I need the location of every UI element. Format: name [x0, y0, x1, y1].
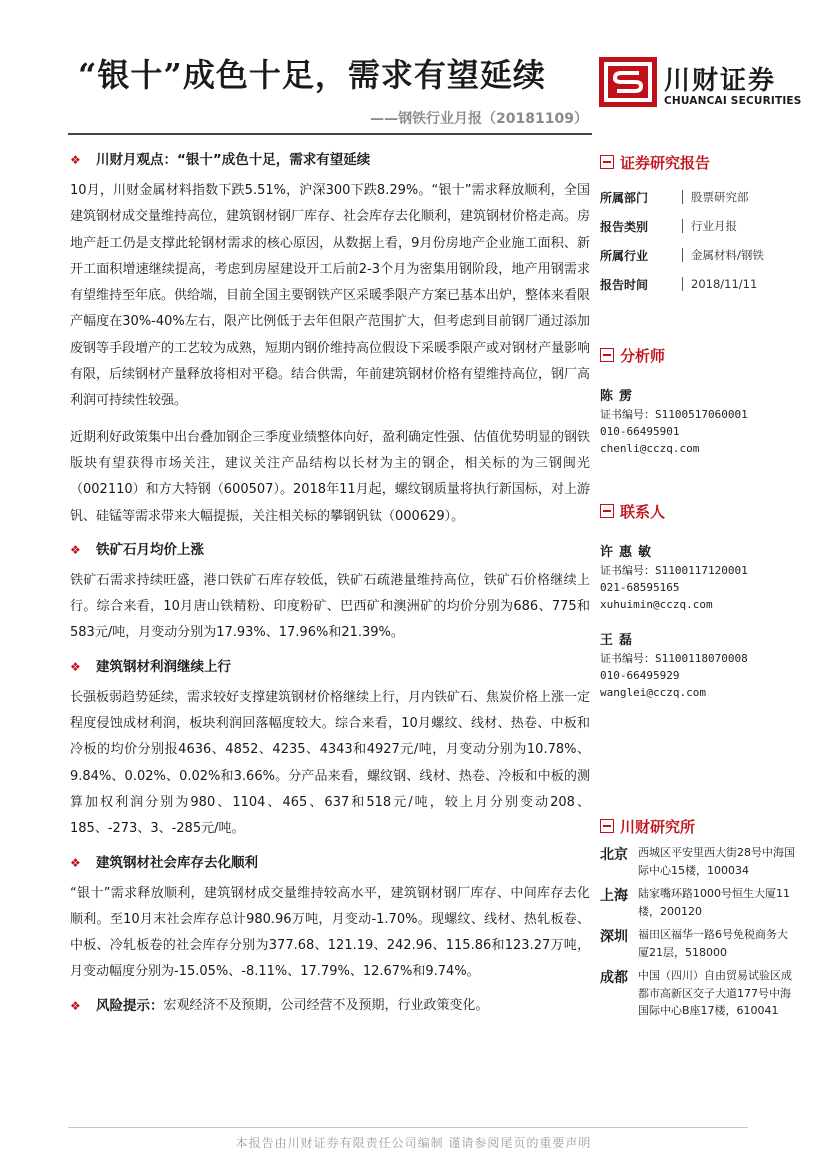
office-shenzhen: 深圳 福田区福华一路6号免税商务大厦21层，518000	[600, 928, 788, 959]
section-paragraph: “银十”需求释放顺利，建筑钢材成交量维持较高水平，建筑钢材钢厂库存、中间库存去化顺利。至10月末社会库存总计980.96万吨，月变动-1.70%。现螺纹、线材、热轧板卷、中板、冷轧板卷的社会库存分别为377.68、121.19、242.96、115.86和123.27万吨，月变动幅度分别为-15.05%、-8.11%、17.79%、12.67%和9.74%。	[70, 885, 590, 980]
meta-row-category: 报告类别 行业月报	[600, 219, 737, 234]
section-marker-icon	[600, 348, 614, 362]
section-heading: 建筑钢材社会库存去化顺利	[96, 854, 258, 871]
section-heading: 川财月观点：“银十”成色十足，需求有望延续	[96, 152, 371, 168]
contact-heading: 联系人	[600, 499, 800, 523]
meta-row-department: 所属部门 股票研究部	[600, 190, 749, 205]
office-chengdu: 成都 中国（四川）自由贸易试验区成都市高新区交子大道177号中海国际中心B座17楼，610041	[600, 969, 792, 1017]
report-subtitle: ——钢铁行业月报（20181109）	[370, 111, 588, 127]
section-steel-profit	[70, 657, 590, 843]
section-paragraph: 铁矿石需求持续旺盛，港口铁矿石库存较低，铁矿石疏港量维持高位，铁矿石价格继续上行。综合来看，10月唐山铁精粉、印度粉矿、巴西矿和澳洲矿的均价分别为686、775和583元/吨，月变动分别为17.93%、17.96%和21.39%。	[70, 572, 590, 641]
diamond-bullet-icon: ❖	[70, 542, 81, 557]
section-marker-icon	[600, 819, 614, 833]
risk-note	[70, 996, 590, 1016]
analyst-card	[600, 385, 800, 457]
section-iron-ore	[70, 540, 590, 647]
analyst-phone: 010-66495901	[600, 425, 680, 438]
footer-rule	[68, 1127, 748, 1128]
meta-row-date: 报告时间 2018/11/11	[600, 277, 758, 292]
analyst-cert: 证书编号：S1100517060001	[600, 408, 748, 421]
company-logo-icon	[599, 57, 657, 107]
risk-label: 风险提示：	[96, 997, 164, 1014]
institute-heading: 川财研究所	[600, 814, 800, 838]
section-marker-icon	[600, 504, 614, 518]
contact-cert: 证书编号：S1100117120001	[600, 564, 748, 577]
analyst-name: 陈雳	[600, 389, 639, 404]
section-marker-icon	[600, 155, 614, 169]
main-content	[70, 150, 590, 1024]
logo-name: 川财证券	[664, 66, 777, 96]
report-info-heading: 证券研究报告	[600, 150, 800, 174]
office-beijing: 北京 西城区平安里西大街28号中海国际中心15楼，100034	[600, 846, 795, 877]
diamond-bullet-icon: ❖	[70, 153, 81, 167]
contact-card	[600, 541, 800, 613]
analyst-email[interactable]: chenli@cczq.com	[600, 442, 700, 455]
section-paragraph: 10月，川财金属材料指数下跌5.51%，沪深300下跌8.29%。“银十”需求释放顺利，全国建筑钢材成交量维持高位，建筑钢材钢厂库存、社会库存去化顺利，建筑钢材价格走高。房地产赶工仍是支撑此轮钢材需求的核心原因，从数据上看，9月份房地产企业施工面积、新开工面积增速继续提高，考虑到房屋建设开工后前2-3个月为密集用钢阶段，地产用钢需求有望维持至年底。供给端，目前全国主要钢铁产区采暖季限产方案已基本出炉，整体来看限产幅度在30%-40%左右，限产比例低于去年但限产范围扩大，但考虑到目前钢厂通过添加废钢等手段增产的工艺较为成熟，短期内钢价维持高位假设下采暖季限产或对钢材产量影响有限，后续钢材产量释放将相对平稳。结合供需，年前建筑钢材价格有望维持高位，钢厂高利润可持续性较强。	[70, 183, 591, 409]
logo-english: CHUANCAI SECURITIES	[664, 95, 802, 107]
contact-email[interactable]: wanglei@cczq.com	[600, 686, 706, 699]
footer-disclaimer: 本报告由川财证券有限责任公司编制 谨请参阅尾页的重要声明	[235, 1136, 592, 1150]
diamond-bullet-icon: ❖	[70, 659, 81, 674]
contact-name: 王磊	[600, 633, 639, 648]
section-view	[70, 150, 590, 530]
section-paragraph: 长强板弱趋势延续，需求较好支撑建筑钢材价格继续上行，月内铁矿石、焦炭价格上涨一定程度侵蚀成材利润，板块利润回落幅度较大。综合来看，10月螺纹、线材、热卷、中板和冷板的均价分别报4636、4852、4235、4343和4927元/吨，月变动分别为10.78%、9.84%、0.02%、0.02%和3.66%。分产品来看，螺纹钢、线材、热卷、冷板和中板的测算加权利润分别为980、1104、465、637和518元/吨，较上月分别变动208、185、-273、3、-285元/吨。	[70, 689, 591, 837]
section-heading: 铁矿石月均价上涨	[96, 541, 204, 558]
analyst-heading: 分析师	[600, 343, 800, 367]
meta-row-industry: 所属行业 金属材料/钢铁	[600, 248, 764, 263]
contact-phone: 010-66495929	[600, 669, 680, 682]
office-shanghai: 上海 陆家嘴环路1000号恒生大厦11楼，200120	[600, 887, 790, 918]
section-heading: 建筑钢材利润继续上行	[96, 658, 231, 675]
sidebar	[600, 150, 800, 1017]
contact-email[interactable]: xuhuimin@cczq.com	[600, 598, 713, 611]
section-paragraph: 近期利好政策集中出台叠加钢企三季度业绩整体向好，盈利确定性强、估值优势明显的钢铁版块有望获得市场关注，建议关注产品结构以长材为主的钢企，相关标的为三钢闽光（002110）和方大特钢（600507）。2018年11月起，螺纹钢质量将执行新国标，对上游钒、硅锰等需求带来大幅提振，关注相关标的攀钢钒钛（000629）。	[70, 429, 591, 524]
contact-name: 许惠敏	[600, 545, 658, 560]
risk-text: 宏观经济不及预期，公司经营不及预期，行业政策变化。	[163, 997, 489, 1013]
contact-card	[600, 629, 800, 701]
institute-block	[600, 814, 800, 1020]
section-inventory	[70, 853, 590, 986]
report-title: “银十”成色十足，需求有望延续	[78, 56, 546, 94]
header-rule	[68, 133, 592, 135]
diamond-bullet-icon: ❖	[70, 998, 81, 1013]
contact-phone: 021-68595165	[600, 581, 680, 594]
diamond-bullet-icon: ❖	[70, 855, 81, 870]
contact-cert: 证书编号：S1100118070008	[600, 652, 748, 665]
